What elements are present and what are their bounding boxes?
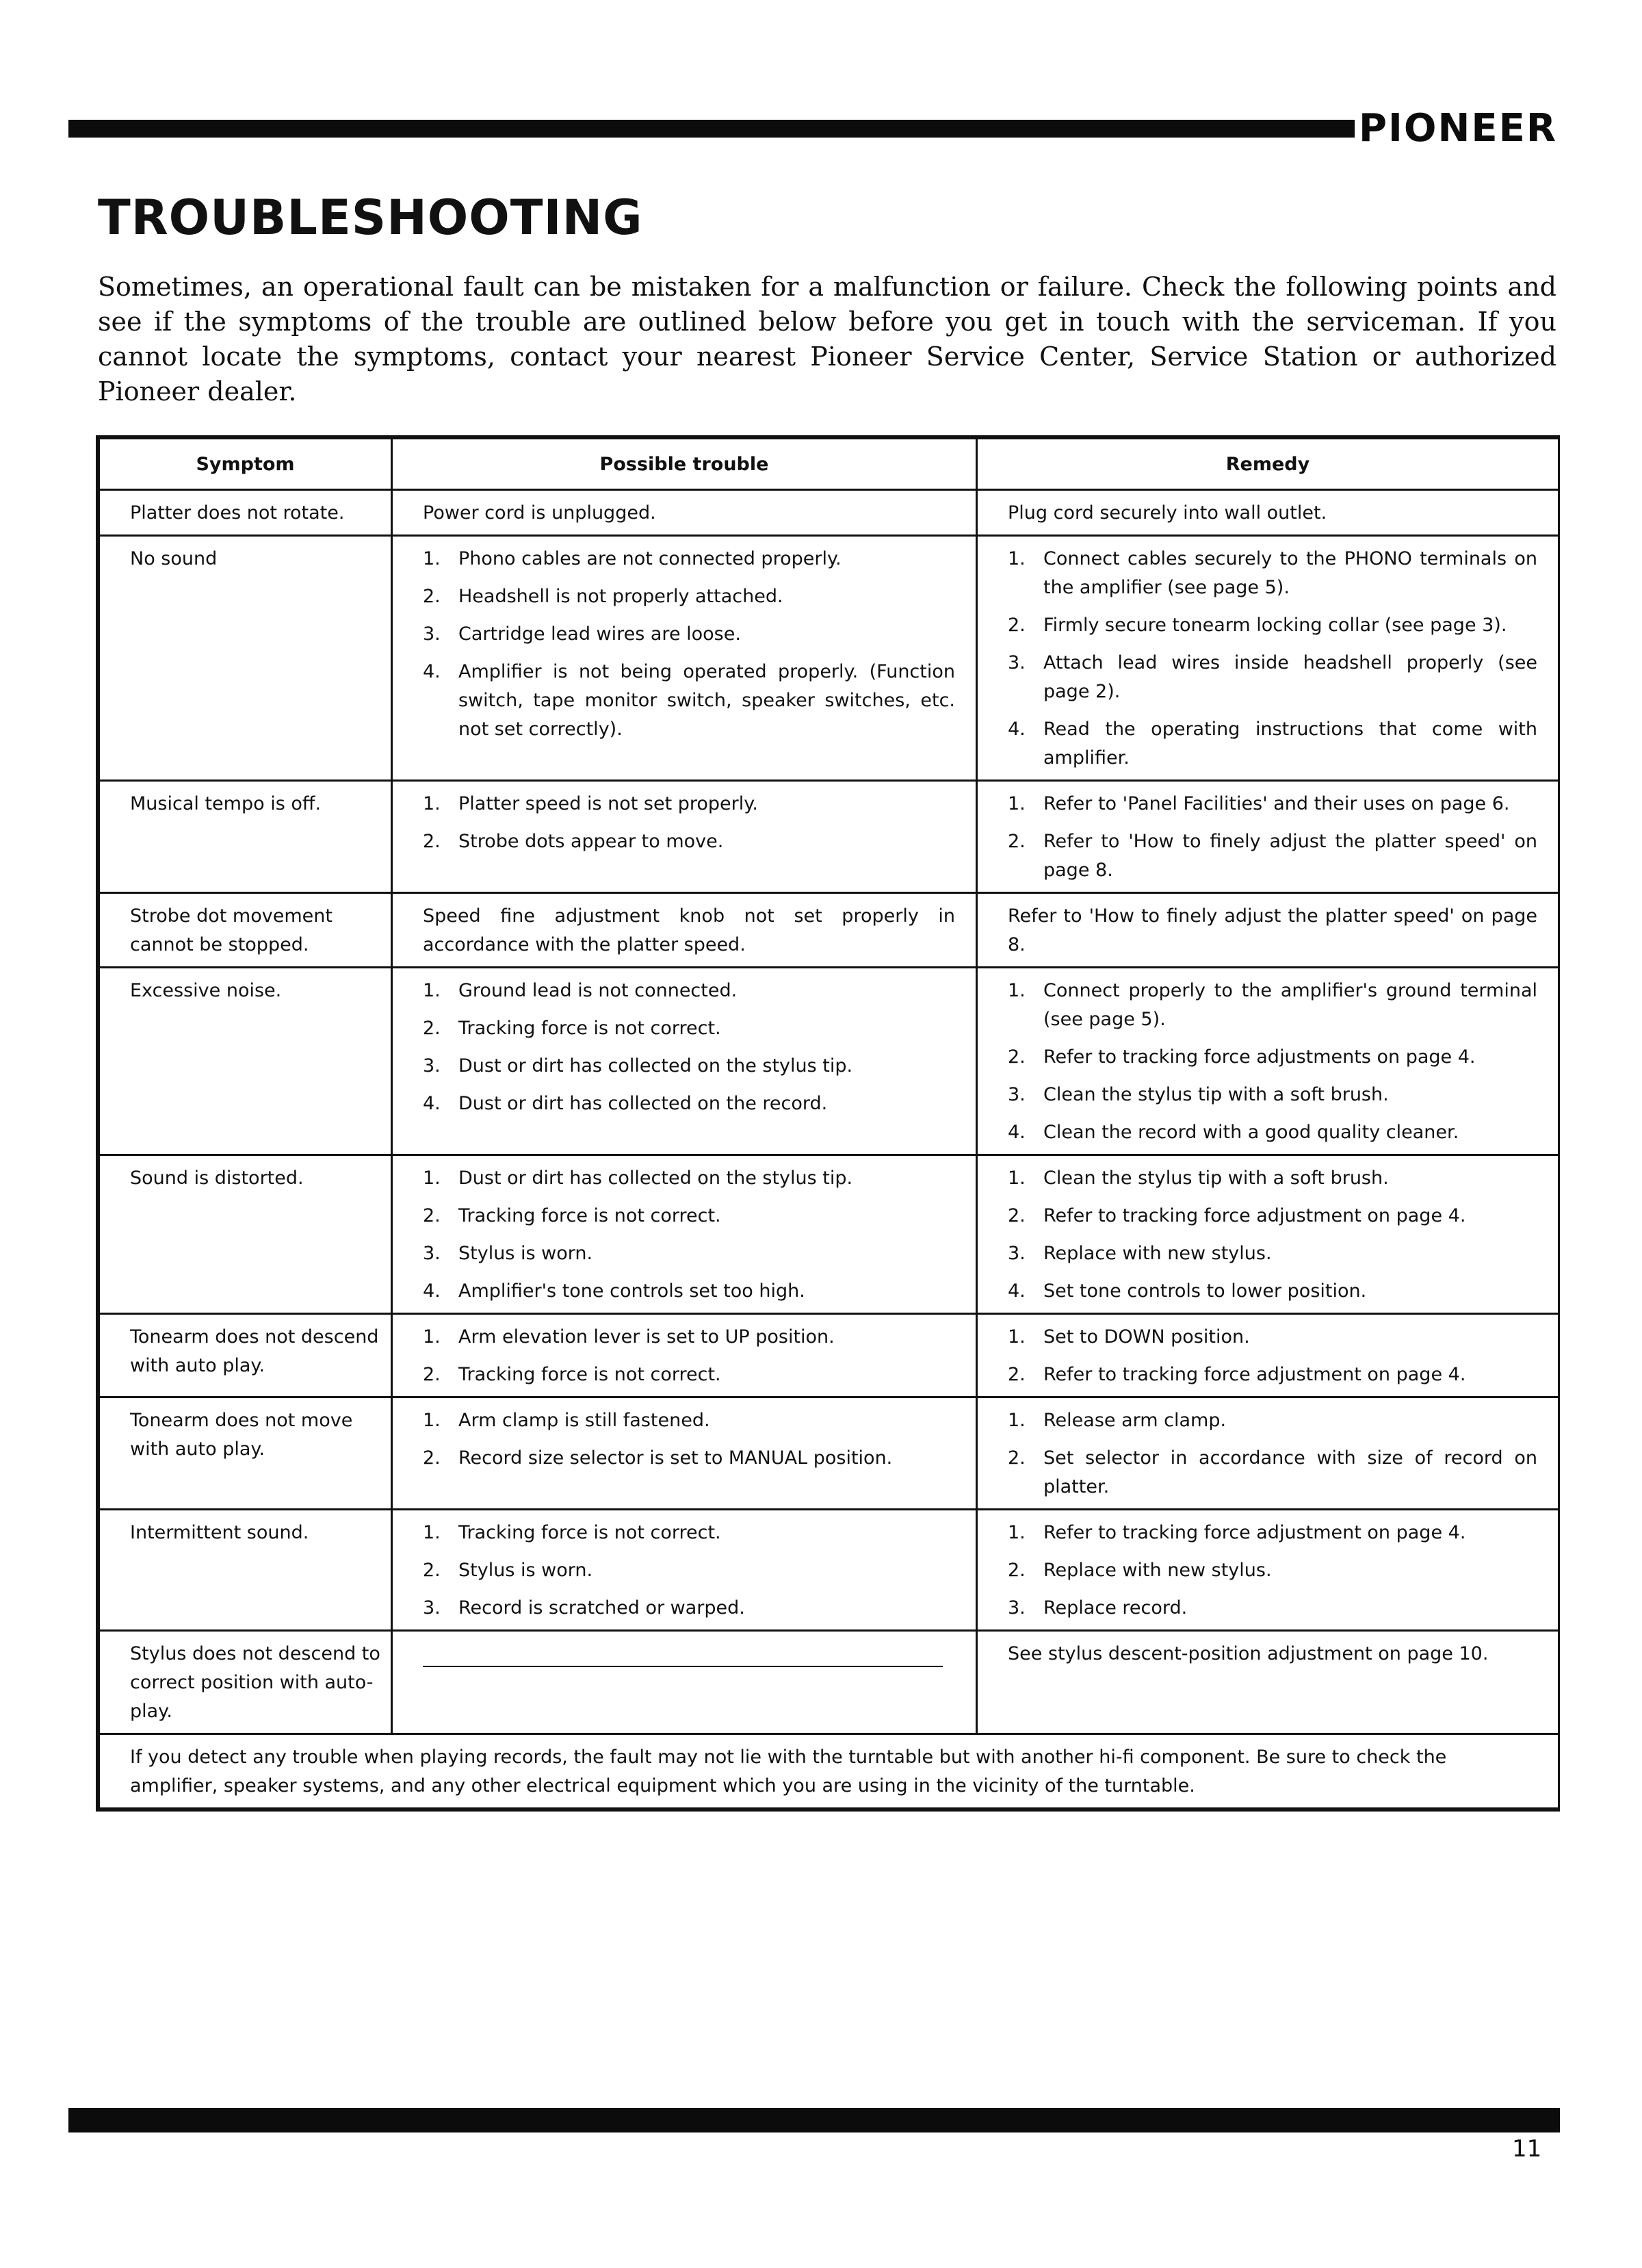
item-number: 3. — [423, 1597, 441, 1619]
item-text: Set to DOWN position. — [1043, 1326, 1250, 1348]
trouble-list — [423, 1164, 955, 1306]
item-text: Tracking force is not correct. — [458, 1522, 721, 1543]
item-text: Connect properly to the amplifier's ground terminal (see page 5). — [1043, 980, 1537, 1030]
item-number: 2. — [1008, 615, 1026, 636]
item-text: Tracking force is not correct. — [458, 1364, 721, 1385]
remedy-list — [1008, 545, 1537, 773]
remedy-cell — [977, 1397, 1559, 1510]
item-text: Refer to 'Panel Facilities' and their uses on page 6. — [1043, 793, 1510, 814]
symptom-cell: Strobe dot movement cannot be stopped. — [99, 893, 392, 968]
trouble-list — [423, 1406, 955, 1473]
symptom-cell: Sound is distorted. — [99, 1155, 392, 1314]
table-row — [99, 1631, 1559, 1734]
list-item — [423, 1202, 955, 1230]
possible-trouble-cell — [392, 1631, 977, 1734]
remedy-cell — [977, 1631, 1559, 1734]
possible-trouble-cell — [392, 1397, 977, 1510]
list-item — [423, 1239, 955, 1268]
table-row — [99, 1314, 1559, 1397]
item-number: 2. — [423, 1205, 441, 1226]
trouble-list — [423, 790, 955, 856]
item-number: 4. — [1008, 1280, 1026, 1302]
header-symptom: Symptom — [99, 439, 392, 490]
trouble-text: Speed fine adjustment knob not set properly in accordance with the platter speed. — [423, 905, 955, 955]
possible-trouble-cell — [392, 536, 977, 781]
item-text: Stylus is worn. — [458, 1560, 593, 1581]
possible-trouble-cell — [392, 490, 977, 536]
item-number: 1. — [423, 793, 441, 814]
item-number: 1. — [1008, 793, 1026, 814]
empty-dash-line — [423, 1666, 943, 1667]
item-text: Headshell is not properly attached. — [458, 586, 783, 607]
remedy-text: Refer to 'How to finely adjust the platter speed' on page 8. — [1008, 905, 1537, 955]
item-text: Platter speed is not set properly. — [458, 793, 758, 814]
trouble-text: Power cord is unplugged. — [423, 502, 656, 524]
item-text: Connect cables securely to the PHONO terminals on the amplifier (see page 5). — [1043, 548, 1537, 598]
list-item — [423, 827, 955, 856]
item-number: 2. — [1008, 1560, 1026, 1581]
item-number: 1. — [423, 1410, 441, 1431]
remedy-cell — [977, 1155, 1559, 1314]
possible-trouble-cell — [392, 781, 977, 893]
symptom-cell: No sound — [99, 536, 392, 781]
symptom-cell: Tonearm does not descend with auto play. — [99, 1314, 392, 1397]
item-number: 2. — [423, 586, 441, 607]
remedy-list — [1008, 1323, 1537, 1389]
possible-trouble-cell — [392, 968, 977, 1155]
list-item — [1008, 1277, 1537, 1306]
item-number: 2. — [423, 831, 441, 852]
item-text: Ground lead is not connected. — [458, 980, 738, 1001]
list-item — [1008, 1361, 1537, 1389]
remedy-list — [1008, 1406, 1537, 1502]
page-number: 11 — [1512, 2135, 1542, 2163]
item-number: 2. — [1008, 1447, 1026, 1469]
item-text: Clean the stylus tip with a soft brush. — [1043, 1084, 1389, 1105]
item-number: 2. — [423, 1447, 441, 1469]
item-text: Refer to tracking force adjustments on page 4. — [1043, 1046, 1476, 1068]
item-text: Dust or dirt has collected on the stylus tip. — [458, 1055, 853, 1077]
header-remedy: Remedy — [977, 439, 1559, 490]
possible-trouble-cell — [392, 1314, 977, 1397]
list-item — [1008, 715, 1537, 773]
list-item — [423, 620, 955, 649]
item-number: 2. — [423, 1560, 441, 1581]
item-number: 2. — [1008, 1205, 1026, 1226]
item-text: Set selector in accordance with size of record on platter. — [1043, 1447, 1537, 1497]
list-item — [1008, 1202, 1537, 1230]
table-row — [99, 536, 1559, 781]
note-text: If you detect any trouble when playing records, the fault may not lie with the turntable but with another hi-fi component. Be sure to check the amplifier, speaker systems, and any other electrical equipment which you are using in the vicinity of the turntable. — [99, 1734, 1559, 1809]
item-number: 1. — [1008, 548, 1026, 569]
item-number: 3. — [1008, 1243, 1026, 1264]
item-text: Refer to 'How to finely adjust the platter speed' on page 8. — [1043, 831, 1537, 881]
list-item — [1008, 649, 1537, 706]
list-item — [1008, 827, 1537, 885]
item-text: Refer to tracking force adjustment on page 4. — [1043, 1364, 1466, 1385]
list-item — [423, 582, 955, 611]
list-item — [423, 1519, 955, 1547]
troubleshooting-table — [96, 435, 1560, 1812]
list-item — [423, 1594, 955, 1623]
list-item — [1008, 1118, 1537, 1147]
item-number: 1. — [423, 548, 441, 569]
list-item — [1008, 1164, 1537, 1193]
item-text: Dust or dirt has collected on the stylus tip. — [458, 1168, 853, 1189]
table-row — [99, 781, 1559, 893]
item-text: Attach lead wires inside headshell properly (see page 2). — [1043, 652, 1537, 702]
item-number: 1. — [1008, 1326, 1026, 1348]
symptom-cell: Musical tempo is off. — [99, 781, 392, 893]
item-number: 2. — [1008, 1046, 1026, 1068]
list-item — [1008, 1406, 1537, 1435]
item-number: 3. — [1008, 1597, 1026, 1619]
list-item — [1008, 545, 1537, 602]
possible-trouble-cell — [392, 893, 977, 968]
list-item — [423, 977, 955, 1005]
item-number: 1. — [423, 1522, 441, 1543]
item-text: Record size selector is set to MANUAL position. — [458, 1447, 893, 1469]
item-text: Strobe dots appear to move. — [458, 831, 724, 852]
item-number: 1. — [1008, 980, 1026, 1001]
item-number: 4. — [1008, 719, 1026, 740]
list-item — [423, 1090, 955, 1118]
table-row — [99, 1510, 1559, 1631]
item-text: Set tone controls to lower position. — [1043, 1280, 1367, 1302]
symptom-cell: Excessive noise. — [99, 968, 392, 1155]
remedy-text: Plug cord securely into wall outlet. — [1008, 502, 1327, 524]
item-text: Replace with new stylus. — [1043, 1243, 1272, 1264]
list-item — [1008, 1239, 1537, 1268]
item-text: Read the operating instructions that come with amplifier. — [1043, 719, 1537, 769]
list-item — [1008, 977, 1537, 1034]
remedy-cell — [977, 781, 1559, 893]
list-item — [423, 1323, 955, 1352]
item-number: 2. — [423, 1018, 441, 1039]
item-number: 1. — [423, 1326, 441, 1348]
brand-logo: PIONEER — [1359, 106, 1557, 151]
list-item — [1008, 1081, 1537, 1109]
trouble-list — [423, 545, 955, 744]
table-row — [99, 968, 1559, 1155]
item-number: 4. — [1008, 1122, 1026, 1143]
remedy-list — [1008, 977, 1537, 1147]
item-text: Refer to tracking force adjustment on page 4. — [1043, 1522, 1466, 1543]
list-item — [423, 1406, 955, 1435]
item-text: Amplifier's tone controls set too high. — [458, 1280, 805, 1302]
remedy-cell — [977, 968, 1559, 1155]
item-text: Phono cables are not connected properly. — [458, 548, 842, 569]
list-item — [1008, 611, 1537, 640]
list-item — [423, 545, 955, 574]
item-text: Tracking force is not correct. — [458, 1018, 721, 1039]
item-number: 1. — [423, 980, 441, 1001]
table-row — [99, 893, 1559, 968]
table-row — [99, 1155, 1559, 1314]
remedy-cell — [977, 536, 1559, 781]
item-number: 1. — [1008, 1410, 1026, 1431]
symptom-cell: Intermittent sound. — [99, 1510, 392, 1631]
table-row — [99, 490, 1559, 536]
item-number: 1. — [1008, 1168, 1026, 1189]
item-text: Arm clamp is still fastened. — [458, 1410, 710, 1431]
remedy-cell — [977, 490, 1559, 536]
list-item — [1008, 1519, 1537, 1547]
symptom-cell: Stylus does not descend to correct position with auto-play. — [99, 1631, 392, 1734]
item-text: Tracking force is not correct. — [458, 1205, 721, 1226]
table-row — [99, 1397, 1559, 1510]
item-number: 3. — [423, 1243, 441, 1264]
list-item — [423, 1361, 955, 1389]
list-item — [423, 790, 955, 819]
remedy-cell — [977, 1510, 1559, 1631]
remedy-list — [1008, 1164, 1537, 1306]
item-text: Replace record. — [1043, 1597, 1188, 1619]
list-item — [1008, 1043, 1537, 1072]
list-item — [423, 658, 955, 744]
remedy-list — [1008, 1519, 1537, 1623]
footer-rule — [68, 2108, 1560, 2132]
item-text: Cartridge lead wires are loose. — [458, 623, 741, 645]
item-text: Firmly secure tonearm locking collar (see page 3). — [1043, 615, 1507, 636]
list-item — [1008, 1556, 1537, 1585]
item-number: 3. — [1008, 652, 1026, 673]
symptom-cell: Platter does not rotate. — [99, 490, 392, 536]
remedy-cell — [977, 1314, 1559, 1397]
item-number: 3. — [423, 623, 441, 645]
list-item — [1008, 1444, 1537, 1502]
item-number: 2. — [1008, 1364, 1026, 1385]
list-item — [423, 1164, 955, 1193]
item-text: Record is scratched or warped. — [458, 1597, 745, 1619]
item-text: Refer to tracking force adjustment on page 4. — [1043, 1205, 1466, 1226]
list-item — [423, 1052, 955, 1081]
item-text: Release arm clamp. — [1043, 1410, 1227, 1431]
trouble-list — [423, 977, 955, 1118]
note-row — [99, 1734, 1559, 1809]
item-number: 4. — [423, 661, 441, 682]
table-header-row — [99, 439, 1559, 490]
item-number: 1. — [423, 1168, 441, 1189]
possible-trouble-cell — [392, 1510, 977, 1631]
page-title: TROUBLESHOOTING — [98, 190, 643, 246]
header-rule — [68, 120, 1355, 138]
item-number: 4. — [423, 1093, 441, 1114]
symptom-cell: Tonearm does not move with auto play. — [99, 1397, 392, 1510]
possible-trouble-cell — [392, 1155, 977, 1314]
item-text: Dust or dirt has collected on the record. — [458, 1093, 828, 1114]
item-number: 2. — [1008, 831, 1026, 852]
list-item — [1008, 1323, 1537, 1352]
trouble-list — [423, 1519, 955, 1623]
list-item — [423, 1556, 955, 1585]
list-item — [423, 1277, 955, 1306]
list-item — [423, 1014, 955, 1043]
item-number: 3. — [1008, 1084, 1026, 1105]
remedy-text: See stylus descent-position adjustment on page 10. — [1008, 1643, 1489, 1664]
list-item — [1008, 1594, 1537, 1623]
item-number: 1. — [1008, 1522, 1026, 1543]
item-text: Arm elevation lever is set to UP position. — [458, 1326, 835, 1348]
item-number: 3. — [423, 1055, 441, 1077]
list-item — [1008, 790, 1537, 819]
item-text: Clean the stylus tip with a soft brush. — [1043, 1168, 1389, 1189]
list-item — [423, 1444, 955, 1473]
trouble-list — [423, 1323, 955, 1389]
intro-paragraph: Sometimes, an operational fault can be mistaken for a malfunction or failure. Check the following points and see if the symptoms of the trouble are outlined below before you get in touch with the serviceman. If you cannot locate the symptoms, contact your nearest Pioneer Service Center, Service Station or authorized Pioneer dealer. — [98, 272, 1556, 407]
item-number: 2. — [423, 1364, 441, 1385]
remedy-cell — [977, 893, 1559, 968]
header-possible-trouble: Possible trouble — [392, 439, 977, 490]
item-text: Clean the record with a good quality cleaner. — [1043, 1122, 1459, 1143]
item-text: Amplifier is not being operated properly. (Function switch, tape monitor switch, speaker switches, etc. not set correctly). — [458, 661, 955, 740]
item-number: 4. — [423, 1280, 441, 1302]
item-text: Stylus is worn. — [458, 1243, 593, 1264]
item-text: Replace with new stylus. — [1043, 1560, 1272, 1581]
remedy-list — [1008, 790, 1537, 885]
